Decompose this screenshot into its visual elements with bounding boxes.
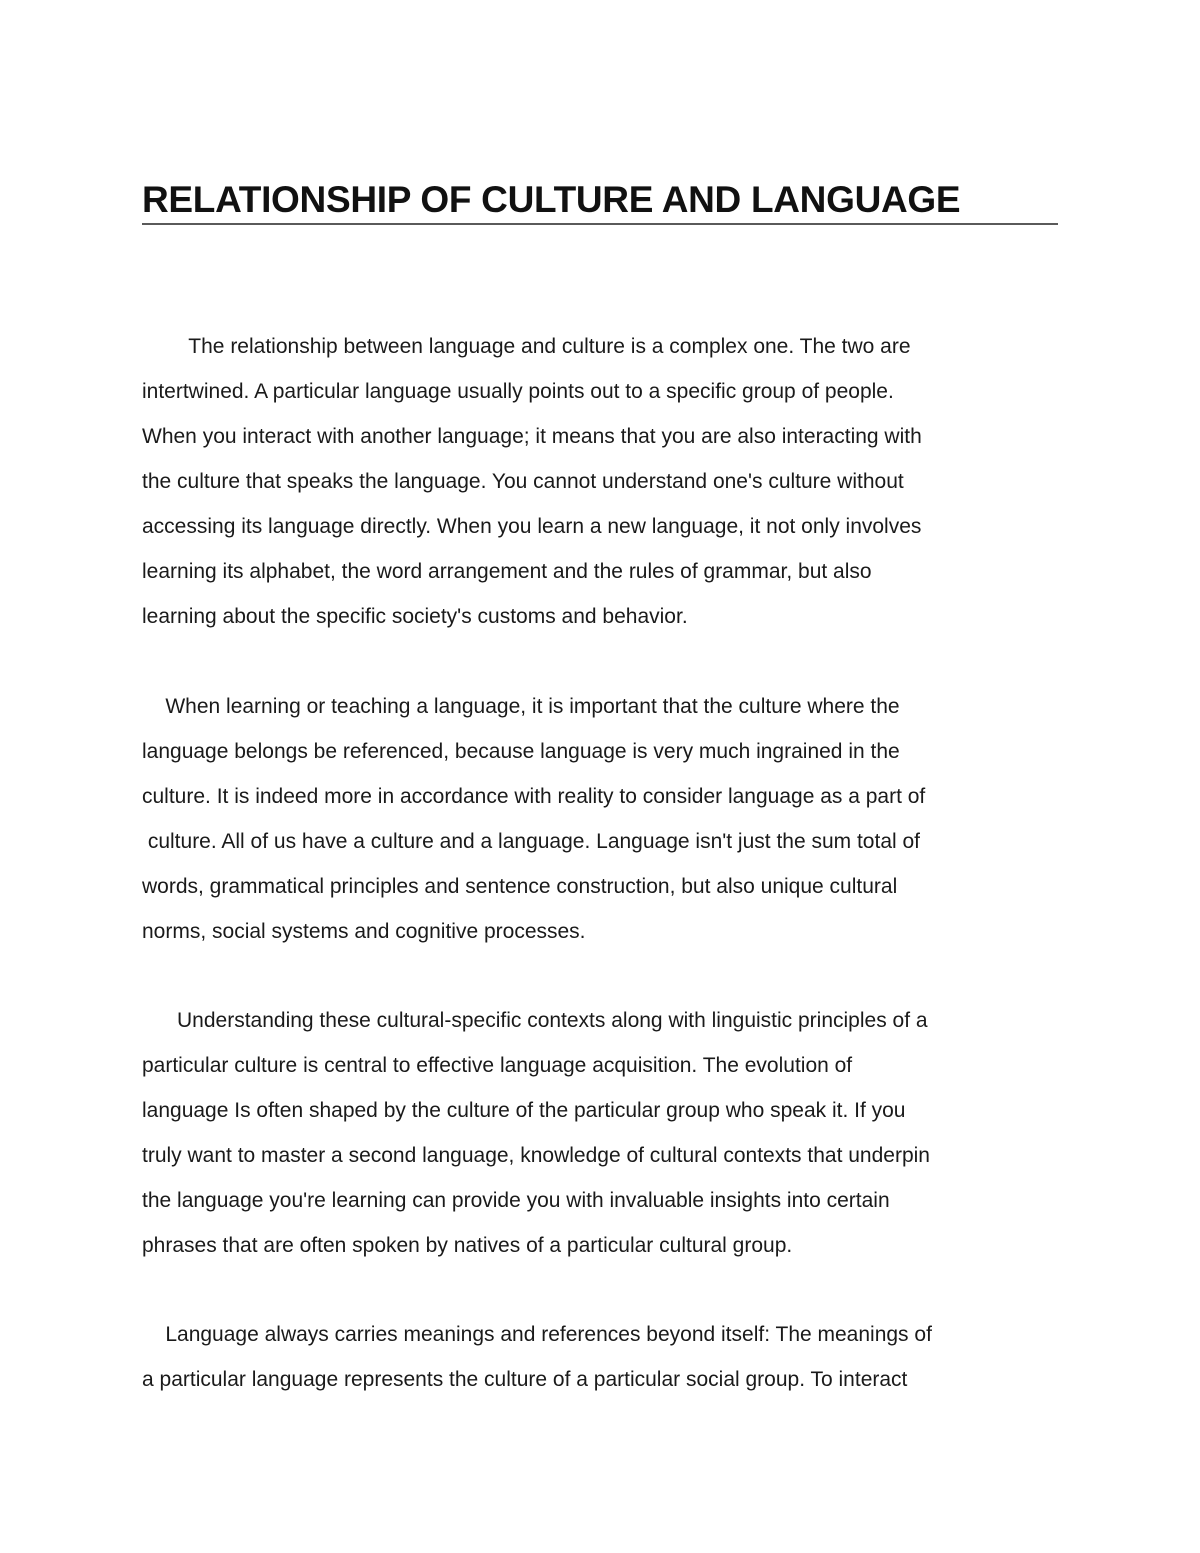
paragraph-line: words, grammatical principles and sentence construction, but also unique cultural <box>142 875 898 898</box>
paragraph-line: truly want to master a second language, knowledge of cultural contexts that underpin <box>142 1144 930 1167</box>
paragraph-line: Understanding these cultural-specific contexts along with linguistic principles of a <box>142 1009 928 1032</box>
paragraph-1 <box>142 324 922 639</box>
paragraph-2 <box>142 684 925 954</box>
paragraph-line: The relationship between language and culture is a complex one. The two are <box>142 335 911 358</box>
paragraph-line: phrases that are often spoken by natives of a particular cultural group. <box>142 1234 793 1257</box>
page-title: RELATIONSHIP OF CULTURE AND LANGUAGE <box>142 179 961 220</box>
paragraph-line: particular culture is central to effective language acquisition. The evolution of <box>142 1054 853 1077</box>
paragraph-line: language belongs be referenced, because language is very much ingrained in the <box>142 740 900 763</box>
paragraph-line: culture. All of us have a culture and a language. Language isn't just the sum total of <box>142 830 921 853</box>
paragraph-line: learning its alphabet, the word arrangement and the rules of grammar, but also <box>142 560 872 583</box>
title-underline <box>142 223 1058 225</box>
paragraph-line: learning about the specific society's customs and behavior. <box>142 605 688 628</box>
paragraph-line: accessing its language directly. When you learn a new language, it not only involves <box>142 515 922 538</box>
paragraph-line: the culture that speaks the language. You cannot understand one's culture without <box>142 470 904 493</box>
paragraph-line: When learning or teaching a language, it is important that the culture where the <box>142 695 900 718</box>
paragraph-line: culture. It is indeed more in accordance with reality to consider language as a part of <box>142 785 926 808</box>
paragraph-line: language Is often shaped by the culture of the particular group who speak it. If you <box>142 1099 906 1122</box>
paragraph-line: a particular language represents the culture of a particular social group. To interact <box>142 1368 908 1391</box>
paragraph-line: Language always carries meanings and references beyond itself: The meanings of <box>142 1323 932 1346</box>
paragraph-4 <box>142 1312 932 1402</box>
paragraph-3 <box>142 998 930 1268</box>
paragraph-line: norms, social systems and cognitive processes. <box>142 920 586 943</box>
paragraph-line: When you interact with another language; it means that you are also interacting with <box>142 425 922 448</box>
paragraph-line: intertwined. A particular language usually points out to a specific group of people. <box>142 380 894 403</box>
paragraph-line: the language you're learning can provide you with invaluable insights into certain <box>142 1189 890 1212</box>
